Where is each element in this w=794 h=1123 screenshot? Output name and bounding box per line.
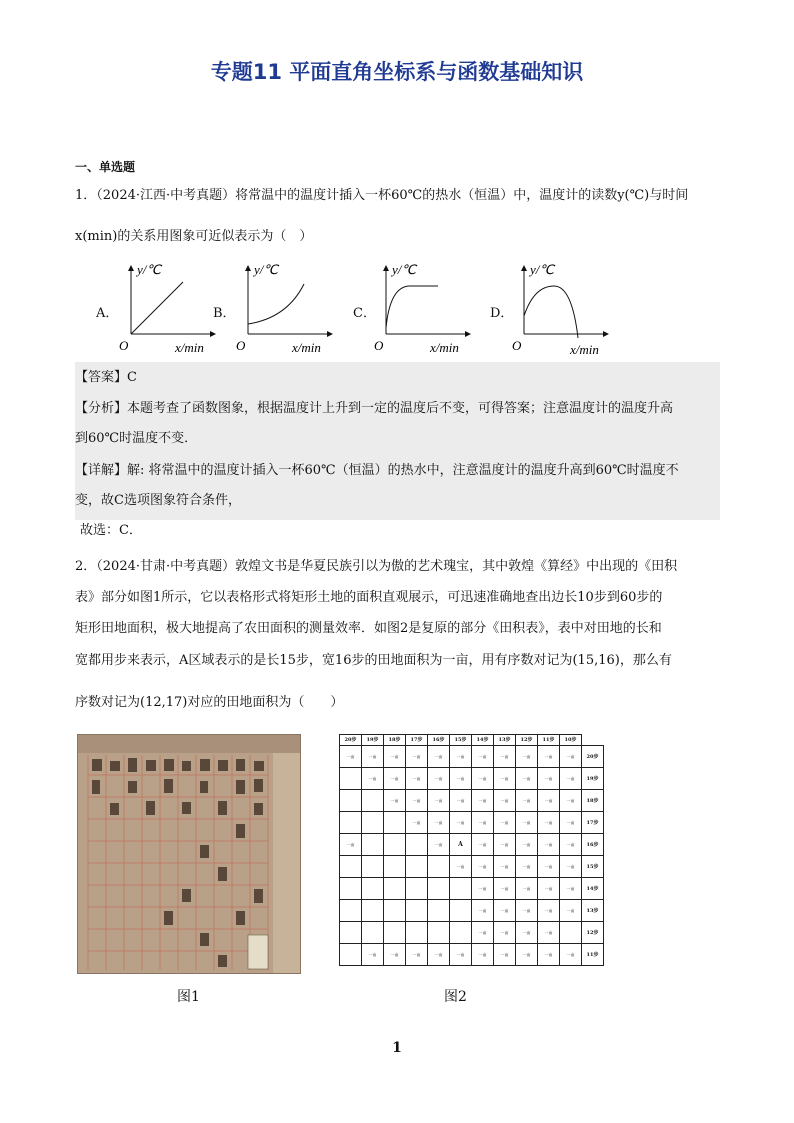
table-cell: 一亩 [494, 768, 516, 790]
table-cell [560, 922, 582, 944]
option-c-label: C． [353, 306, 376, 321]
table-cell: 一亩 [560, 790, 582, 812]
row-label: 14步 [582, 878, 604, 900]
table-cell [340, 812, 362, 834]
table-cell [428, 900, 450, 922]
table-cell: 一亩 [428, 812, 450, 834]
table-cell: 一亩 [516, 746, 538, 768]
table-cell [362, 790, 384, 812]
row-label: 20步 [582, 746, 604, 768]
table-cell: 一亩 [516, 790, 538, 812]
table-cell: 一亩 [516, 878, 538, 900]
option-c-graph [370, 256, 480, 356]
table-row [340, 856, 604, 878]
table-cell: 一亩 [406, 944, 428, 966]
table-header-row [340, 735, 604, 746]
table-cell: 一亩 [538, 922, 560, 944]
table-cell: 一亩 [494, 790, 516, 812]
table-cell: 一亩 [560, 878, 582, 900]
table-cell: 一亩 [538, 878, 560, 900]
row-label: 13步 [582, 900, 604, 922]
q2-line5: 序数对记为(12,17)对应的田地面积为（ ） [75, 695, 344, 710]
table-cell: 一亩 [560, 856, 582, 878]
option-d-label: D． [490, 306, 514, 321]
table-row [340, 746, 604, 768]
table-cell: 一亩 [450, 944, 472, 966]
table-cell: 一亩 [406, 812, 428, 834]
table-cell: 一亩 [494, 878, 516, 900]
figure-2-field-table [339, 734, 604, 966]
table-cell [340, 790, 362, 812]
q1-line2: x(min)的关系用图象可近似表示为（ ） [75, 229, 313, 244]
table-cell [428, 878, 450, 900]
row-label: 18步 [582, 790, 604, 812]
table-cell: 一亩 [516, 944, 538, 966]
table-cell: 一亩 [494, 900, 516, 922]
table-cell [362, 900, 384, 922]
table-cell: 一亩 [494, 834, 516, 856]
header-cell: 17步 [406, 735, 428, 746]
table-cell [362, 878, 384, 900]
option-a-x-label: x/min [175, 340, 204, 355]
table-cell: 一亩 [516, 922, 538, 944]
option-d-origin: O [512, 338, 522, 353]
table-cell: 一亩 [450, 790, 472, 812]
table-row [340, 944, 604, 966]
table-cell [384, 834, 406, 856]
header-cell: 14步 [472, 735, 494, 746]
figure-1-manuscript-image [77, 734, 301, 974]
option-b-origin: O [236, 338, 246, 353]
table-row [340, 812, 604, 834]
figure-1-caption: 图1 [177, 989, 200, 1005]
table-cell: 一亩 [340, 834, 362, 856]
detail-line2: 变，故C选项图象符合条件， [75, 493, 241, 508]
row-label: 15步 [582, 856, 604, 878]
table-cell: 一亩 [406, 768, 428, 790]
figure-2-caption: 图2 [444, 989, 467, 1005]
table-cell: 一亩 [450, 768, 472, 790]
table-row [340, 922, 604, 944]
table-cell: 一亩 [472, 768, 494, 790]
header-cell: 16步 [428, 735, 450, 746]
table-cell [362, 922, 384, 944]
table-cell [384, 812, 406, 834]
table-cell: 一亩 [494, 746, 516, 768]
option-c-curve [386, 286, 438, 328]
option-d-curve [524, 286, 578, 338]
table-cell [384, 922, 406, 944]
conclusion-text: 故选：C． [80, 523, 142, 538]
option-a-origin: O [119, 338, 129, 353]
field-area-table [339, 734, 604, 966]
table-cell: 一亩 [560, 834, 582, 856]
table-row [340, 834, 604, 856]
table-cell: 一亩 [560, 944, 582, 966]
section-heading: 一、单选题 [75, 160, 136, 174]
table-cell: 一亩 [538, 790, 560, 812]
option-c-origin: O [374, 338, 384, 353]
table-cell: 一亩 [472, 856, 494, 878]
table-cell: 一亩 [516, 856, 538, 878]
table-cell: 一亩 [538, 900, 560, 922]
header-cell: 18步 [384, 735, 406, 746]
table-cell [450, 922, 472, 944]
table-cell [340, 878, 362, 900]
table-cell [384, 856, 406, 878]
table-cell: 一亩 [560, 812, 582, 834]
option-d-graph [508, 256, 618, 358]
table-cell [362, 856, 384, 878]
table-cell [384, 900, 406, 922]
header-cell: 13步 [494, 735, 516, 746]
table-row [340, 900, 604, 922]
option-a-y-label: y/℃ [137, 262, 161, 277]
table-cell [406, 878, 428, 900]
table-cell [428, 856, 450, 878]
table-cell: 一亩 [516, 834, 538, 856]
q2-line2: 表》部分如图1所示，它以表格形式将矩形土地的面积直观展示，可迅速准确地查出边长10步到60步的 [75, 590, 663, 605]
table-cell: 一亩 [560, 900, 582, 922]
table-cell: 一亩 [516, 812, 538, 834]
table-cell [362, 834, 384, 856]
table-cell [340, 768, 362, 790]
table-cell: 一亩 [538, 746, 560, 768]
table-cell: 一亩 [472, 834, 494, 856]
table-cell: 一亩 [450, 856, 472, 878]
table-cell: 一亩 [472, 878, 494, 900]
table-cell [406, 834, 428, 856]
table-cell [340, 944, 362, 966]
table-cell [384, 878, 406, 900]
table-cell: 一亩 [450, 746, 472, 768]
table-cell [406, 900, 428, 922]
q2-line4: 宽都用步来表示，A区域表示的是长15步，宽16步的田地面积为一亩，用有序数对记为(15,16)，那么有 [75, 653, 672, 668]
table-cell: 一亩 [406, 790, 428, 812]
option-a-graph [115, 256, 225, 356]
table-row [340, 768, 604, 790]
table-cell [340, 856, 362, 878]
header-cell: 15步 [450, 735, 472, 746]
option-d-x-label: x/min [570, 342, 599, 357]
option-c-y-label: y/℃ [392, 262, 416, 277]
option-b-x-label: x/min [292, 340, 321, 355]
analysis-line1: 【分析】本题考查了函数图象，根据温度计上升到一定的温度后不变，可得答案；注意温度计的温度升高 [75, 401, 674, 416]
table-cell: 一亩 [538, 834, 560, 856]
table-cell: 一亩 [538, 944, 560, 966]
table-cell: 一亩 [560, 746, 582, 768]
table-cell: 一亩 [428, 790, 450, 812]
table-cell [406, 856, 428, 878]
option-d-y-label: y/℃ [530, 262, 554, 277]
table-cell: 一亩 [538, 768, 560, 790]
table-row [340, 878, 604, 900]
table-cell: 一亩 [384, 944, 406, 966]
table-cell [582, 735, 604, 746]
table-cell [428, 922, 450, 944]
table-cell: 一亩 [450, 812, 472, 834]
header-cell: 10步 [560, 735, 582, 746]
table-cell: 一亩 [362, 944, 384, 966]
table-cell: 一亩 [538, 812, 560, 834]
table-cell: 一亩 [472, 900, 494, 922]
q2-line3: 矩形田地面积，极大地提高了农田面积的测量效率．如图2是复原的部分《田积表》，表中对田地的长和 [75, 621, 662, 636]
page-title: 专题11 平面直角坐标系与函数基础知识 [210, 60, 584, 84]
row-label: 19步 [582, 768, 604, 790]
table-cell: 一亩 [428, 944, 450, 966]
header-cell: 19步 [362, 735, 384, 746]
option-b-graph [232, 256, 342, 356]
table-cell: 一亩 [362, 768, 384, 790]
table-cell: 一亩 [472, 790, 494, 812]
header-cell: 20步 [340, 735, 362, 746]
analysis-line2: 到60℃时温度不变． [75, 431, 198, 446]
table-cell: 一亩 [516, 900, 538, 922]
option-a-curve [131, 282, 183, 334]
option-b-curve [248, 284, 304, 324]
table-cell: 一亩 [428, 746, 450, 768]
table-cell: 一亩 [384, 768, 406, 790]
table-cell [340, 922, 362, 944]
table-cell: 一亩 [538, 856, 560, 878]
manuscript-texture [78, 735, 300, 973]
q1-line1: 1．（2024·江西·中考真题）将常温中的温度计插入一杯60℃的热水（恒温）中，温度计的读数y(℃)与时间 [75, 188, 689, 203]
table-cell: 一亩 [472, 944, 494, 966]
detail-line1: 【详解】解: 将常温中的温度计插入一杯60℃（恒温）的热水中，注意温度计的温度升高到60℃时温度不 [75, 463, 679, 478]
option-b-y-label: y/℃ [254, 262, 278, 277]
row-label: 12步 [582, 922, 604, 944]
table-cell: 一亩 [472, 922, 494, 944]
table-row [340, 790, 604, 812]
row-label: 16步 [582, 834, 604, 856]
row-label: 11步 [582, 944, 604, 966]
table-cell: 一亩 [340, 746, 362, 768]
table-cell: 一亩 [384, 790, 406, 812]
table-cell: 一亩 [494, 856, 516, 878]
cell-a: A [450, 834, 472, 856]
table-cell [340, 900, 362, 922]
table-cell: 一亩 [428, 768, 450, 790]
option-b-label: B． [213, 306, 236, 321]
header-cell: 12步 [516, 735, 538, 746]
answer-text: 【答案】C [75, 370, 137, 385]
table-cell: 一亩 [494, 812, 516, 834]
table-cell: 一亩 [472, 746, 494, 768]
table-cell: 一亩 [406, 746, 428, 768]
table-cell: 一亩 [494, 944, 516, 966]
table-cell [362, 812, 384, 834]
row-label: 17步 [582, 812, 604, 834]
page-number: 1 [392, 1040, 402, 1056]
table-cell [450, 900, 472, 922]
header-cell: 11步 [538, 735, 560, 746]
option-a-label: A． [96, 306, 119, 321]
table-cell [450, 878, 472, 900]
option-c-x-label: x/min [430, 340, 459, 355]
table-cell: 一亩 [428, 834, 450, 856]
table-cell: 一亩 [362, 746, 384, 768]
table-cell: 一亩 [516, 768, 538, 790]
table-cell: 一亩 [384, 746, 406, 768]
q2-line1: 2．（2024·甘肃·中考真题）敦煌文书是华夏民族引以为傲的艺术瑰宝，其中敦煌《算经》中出现的《田积 [75, 559, 678, 574]
table-cell: 一亩 [472, 812, 494, 834]
table-cell: 一亩 [494, 922, 516, 944]
table-cell: 一亩 [560, 768, 582, 790]
table-cell [406, 922, 428, 944]
